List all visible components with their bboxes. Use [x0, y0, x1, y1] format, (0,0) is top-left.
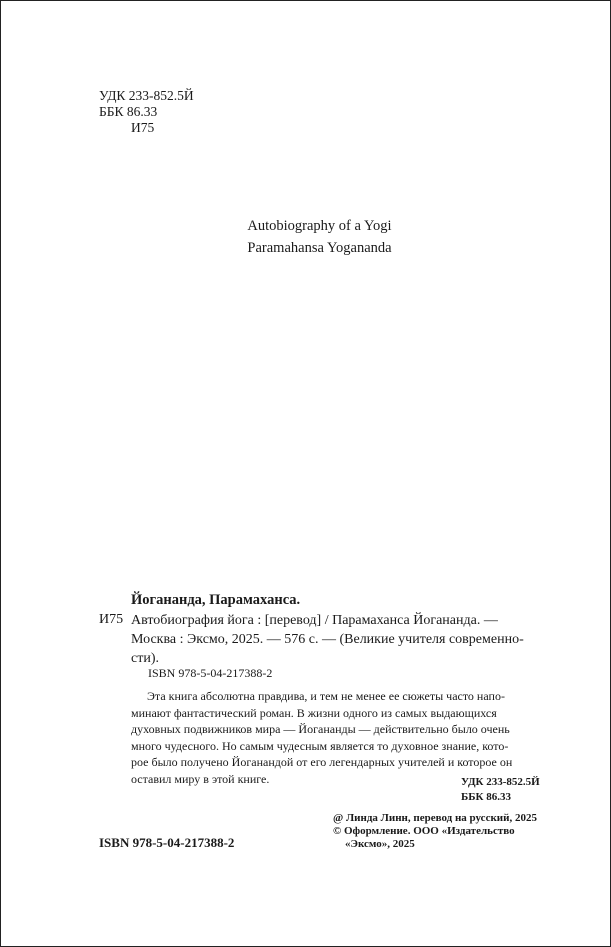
isbn-bottom: ISBN 978-5-04-217388-2 [99, 835, 235, 850]
author-code-top: И75 [131, 120, 155, 135]
original-title: Autobiography of a Yogi [247, 218, 392, 234]
bbk-code-top: ББК 86.33 [99, 104, 158, 119]
copyright-publisher: «Эксмо», 2025 [345, 838, 415, 850]
catalog-isbn: ISBN 978-5-04-217388-2 [148, 666, 273, 680]
description-line: сти). [131, 651, 159, 666]
description-line: Автобиография йога : [перевод] / Парамаханса Йогананда. — [131, 613, 498, 628]
annotation-line: оставил миру в этой книге. [131, 771, 270, 786]
copyright-translation: @ Линда Линн, перевод на русский, 2025 [333, 812, 537, 824]
annotation-line: рое было получено Йоганандой от его легендарных учителей и которое он [131, 755, 513, 769]
catalog-heading: Йогананда, Парамаханса. [131, 592, 301, 608]
udk-code-bottom: УДК 233-852.5Й [461, 776, 540, 788]
catalog-description [131, 611, 549, 668]
original-author: Paramahansa Yogananda [247, 240, 392, 256]
annotation [131, 688, 543, 787]
catalog-author-code: И75 [99, 612, 124, 627]
description-line: Москва : Эксмо, 2025. — 576 с. — (Великие учителя современно- [131, 632, 524, 647]
bbk-code-bottom: ББК 86.33 [461, 791, 512, 803]
udk-code-top: УДК 233-852.5Й [99, 88, 194, 103]
annotation-line: духовных подвижников мира — Йогананды — действительно было очень [131, 722, 510, 736]
annotation-line: много чудесного. Но самым чудесным является то духовное знание, кото- [131, 738, 509, 753]
annotation-line: Эта книга абсолютна правдива, и тем не менее ее сюжеты часто напо- [147, 689, 505, 703]
copyright-design: © Оформление. ООО «Издательство [333, 825, 515, 837]
annotation-line: минают фантастический роман. В жизни одного из самых выдающихся [131, 705, 497, 720]
